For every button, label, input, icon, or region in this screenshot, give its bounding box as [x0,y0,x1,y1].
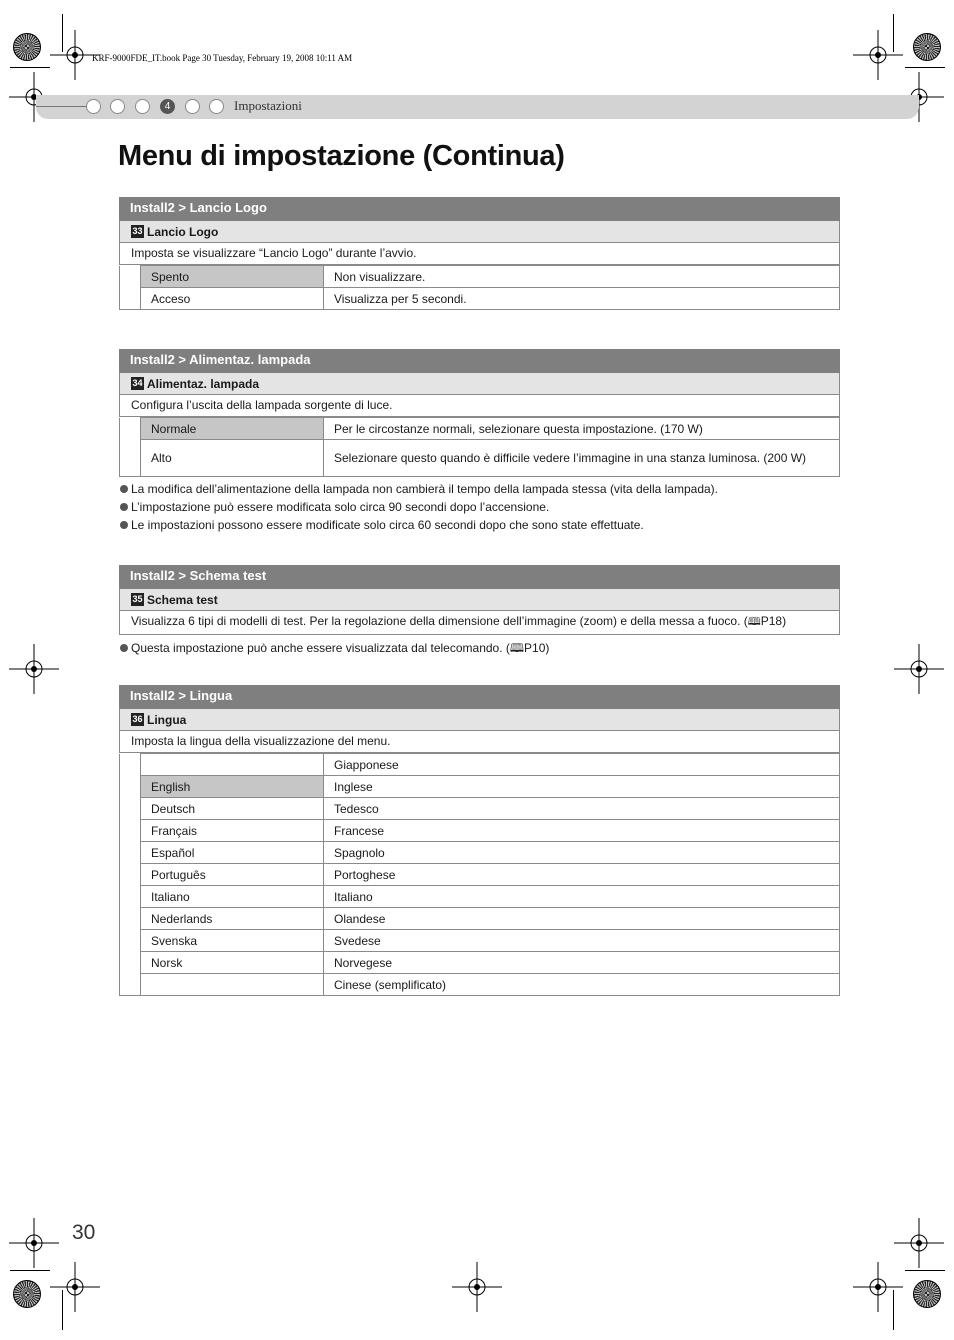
indent-cell [120,418,141,477]
note-text-end: ) [545,641,550,655]
chapter-circle-icon [185,99,200,114]
option-label: Nederlands [141,908,324,930]
option-row [120,886,840,908]
item-name: Lingua [147,712,187,727]
section-header: Install2 > Alimentaz. lampada [119,349,840,373]
option-label [141,754,324,776]
option-meaning: Svedese [324,930,840,952]
chapter-label: Impostazioni [234,98,302,113]
description-text-end: ) [782,614,787,628]
option-meaning: Olandese [324,908,840,930]
page-reference: P10 [524,641,546,655]
option-row [120,820,840,842]
crop-mark [10,1270,50,1271]
option-label [141,974,324,996]
crop-mark [10,67,50,68]
option-row [120,930,840,952]
book-file-info: KRF-9000FDE_IT.book Page 30 Tuesday, February 19, 2008 10:11 AM [92,53,353,63]
section-schema-test [119,565,840,657]
option-row [120,952,840,974]
option-label: Deutsch [141,798,324,820]
registration-mark-icon [894,644,944,694]
option-meaning: Norvegese [324,952,840,974]
option-row [120,288,840,310]
item-header [119,589,840,611]
item-number-icon: 34 [132,378,143,388]
option-label-selected: Spento [141,266,324,288]
chapter-circle-icon [135,99,150,114]
option-meaning: Francese [324,820,840,842]
option-label: Alto [141,440,324,477]
book-reference-icon: 🕮 [509,641,525,655]
chapter-circle-active: 4 [160,99,175,114]
option-meaning: Non visualizzare. [324,266,840,288]
option-meaning: Giapponese [324,754,840,776]
option-row [120,974,840,996]
option-meaning: Tedesco [324,798,840,820]
note-item: Le impostazioni possono essere modificate solo circa 60 secondi dopo che sono state effettuate. [119,516,840,534]
option-label: Português [141,864,324,886]
item-number-icon: 33 [132,226,143,236]
section-alimentaz-lampada [119,349,840,534]
item-number-icon: 36 [132,714,143,724]
section-header: Install2 > Schema test [119,565,840,589]
section-header: Install2 > Lancio Logo [119,197,840,221]
option-meaning: Visualizza per 5 secondi. [324,288,840,310]
item-description [119,611,840,635]
options-table [119,753,840,996]
option-label-selected: Normale [141,418,324,440]
registration-mark-icon [9,1218,59,1268]
option-label: Norsk [141,952,324,974]
option-meaning: Spagnolo [324,842,840,864]
option-row [120,864,840,886]
item-name: Schema test [147,592,218,607]
chapter-circle-icon [209,99,224,114]
option-meaning: Portoghese [324,864,840,886]
color-calibration-spiral-icon [13,33,41,61]
item-name: Alimentaz. lampada [147,376,260,391]
item-header [119,709,840,731]
registration-mark-icon [9,644,59,694]
section-header: Install2 > Lingua [119,685,840,709]
item-header [119,373,840,395]
option-meaning: Italiano [324,886,840,908]
note-text: Questa impostazione può anche essere visualizzata dal telecomando. ( [131,641,510,655]
note-item: L’impostazione può essere modificata solo circa 90 secondi dopo l’accensione. [119,498,840,516]
item-name: Lancio Logo [147,224,219,239]
registration-mark-icon [452,1262,502,1312]
option-meaning: Cinese (semplificato) [324,974,840,996]
option-meaning: Selezionare questo quando è difficile vedere l’immagine in una stanza luminosa. (200 W) [324,440,840,477]
option-row [120,418,840,440]
option-label: Italiano [141,886,324,908]
option-label: Svenska [141,930,324,952]
indent-cell [120,754,141,996]
item-number-icon: 35 [132,594,143,604]
crop-mark [905,67,945,68]
item-header [119,221,840,243]
section-lancio-logo [119,197,840,310]
description-text: Visualizza 6 tipi di modelli di test. Per la regolazione della dimensione dell’immagine (zoom) e della messa a fuoco. ( [131,614,748,628]
color-calibration-spiral-icon [13,1280,41,1308]
color-calibration-spiral-icon [913,33,941,61]
chapter-circle-icon [86,99,101,114]
color-calibration-spiral-icon [913,1280,941,1308]
options-table [119,417,840,477]
note-item: La modifica dell’alimentazione della lampada non cambierà il tempo della lampada stessa (vita della lampada). [119,480,840,498]
chapter-circle-icon [110,99,125,114]
section-lingua [119,685,840,996]
option-row [120,798,840,820]
page-reference: P18 [760,614,783,628]
option-row [120,842,840,864]
option-label: Français [141,820,324,842]
option-meaning: Inglese [324,776,840,798]
crop-mark [905,1270,945,1271]
item-description: Imposta se visualizzare “Lancio Logo” durante l’avvio. [119,243,840,265]
page-number: 30 [72,1221,96,1244]
indent-cell [120,266,141,310]
option-label: Acceso [141,288,324,310]
option-row [120,776,840,798]
note-item [119,639,840,657]
option-row [120,908,840,930]
notes-list [119,480,840,534]
registration-mark-icon [853,1262,903,1312]
option-row [120,266,840,288]
registration-mark-icon [50,1262,100,1312]
options-table [119,265,840,310]
notes-list [119,639,840,657]
option-row [120,754,840,776]
item-description: Configura l’uscita della lampada sorgente di luce. [119,395,840,417]
option-label: Español [141,842,324,864]
option-label-selected: English [141,776,324,798]
page-title: Menu di impostazione (Continua) [118,140,565,172]
item-description: Imposta la lingua della visualizzazione del menu. [119,731,840,753]
book-reference-icon: 🕮 [747,615,761,628]
registration-mark-icon [894,1218,944,1268]
option-meaning: Per le circostanze normali, selezionare questa impostazione. (170 W) [324,418,840,440]
option-row [120,440,840,477]
